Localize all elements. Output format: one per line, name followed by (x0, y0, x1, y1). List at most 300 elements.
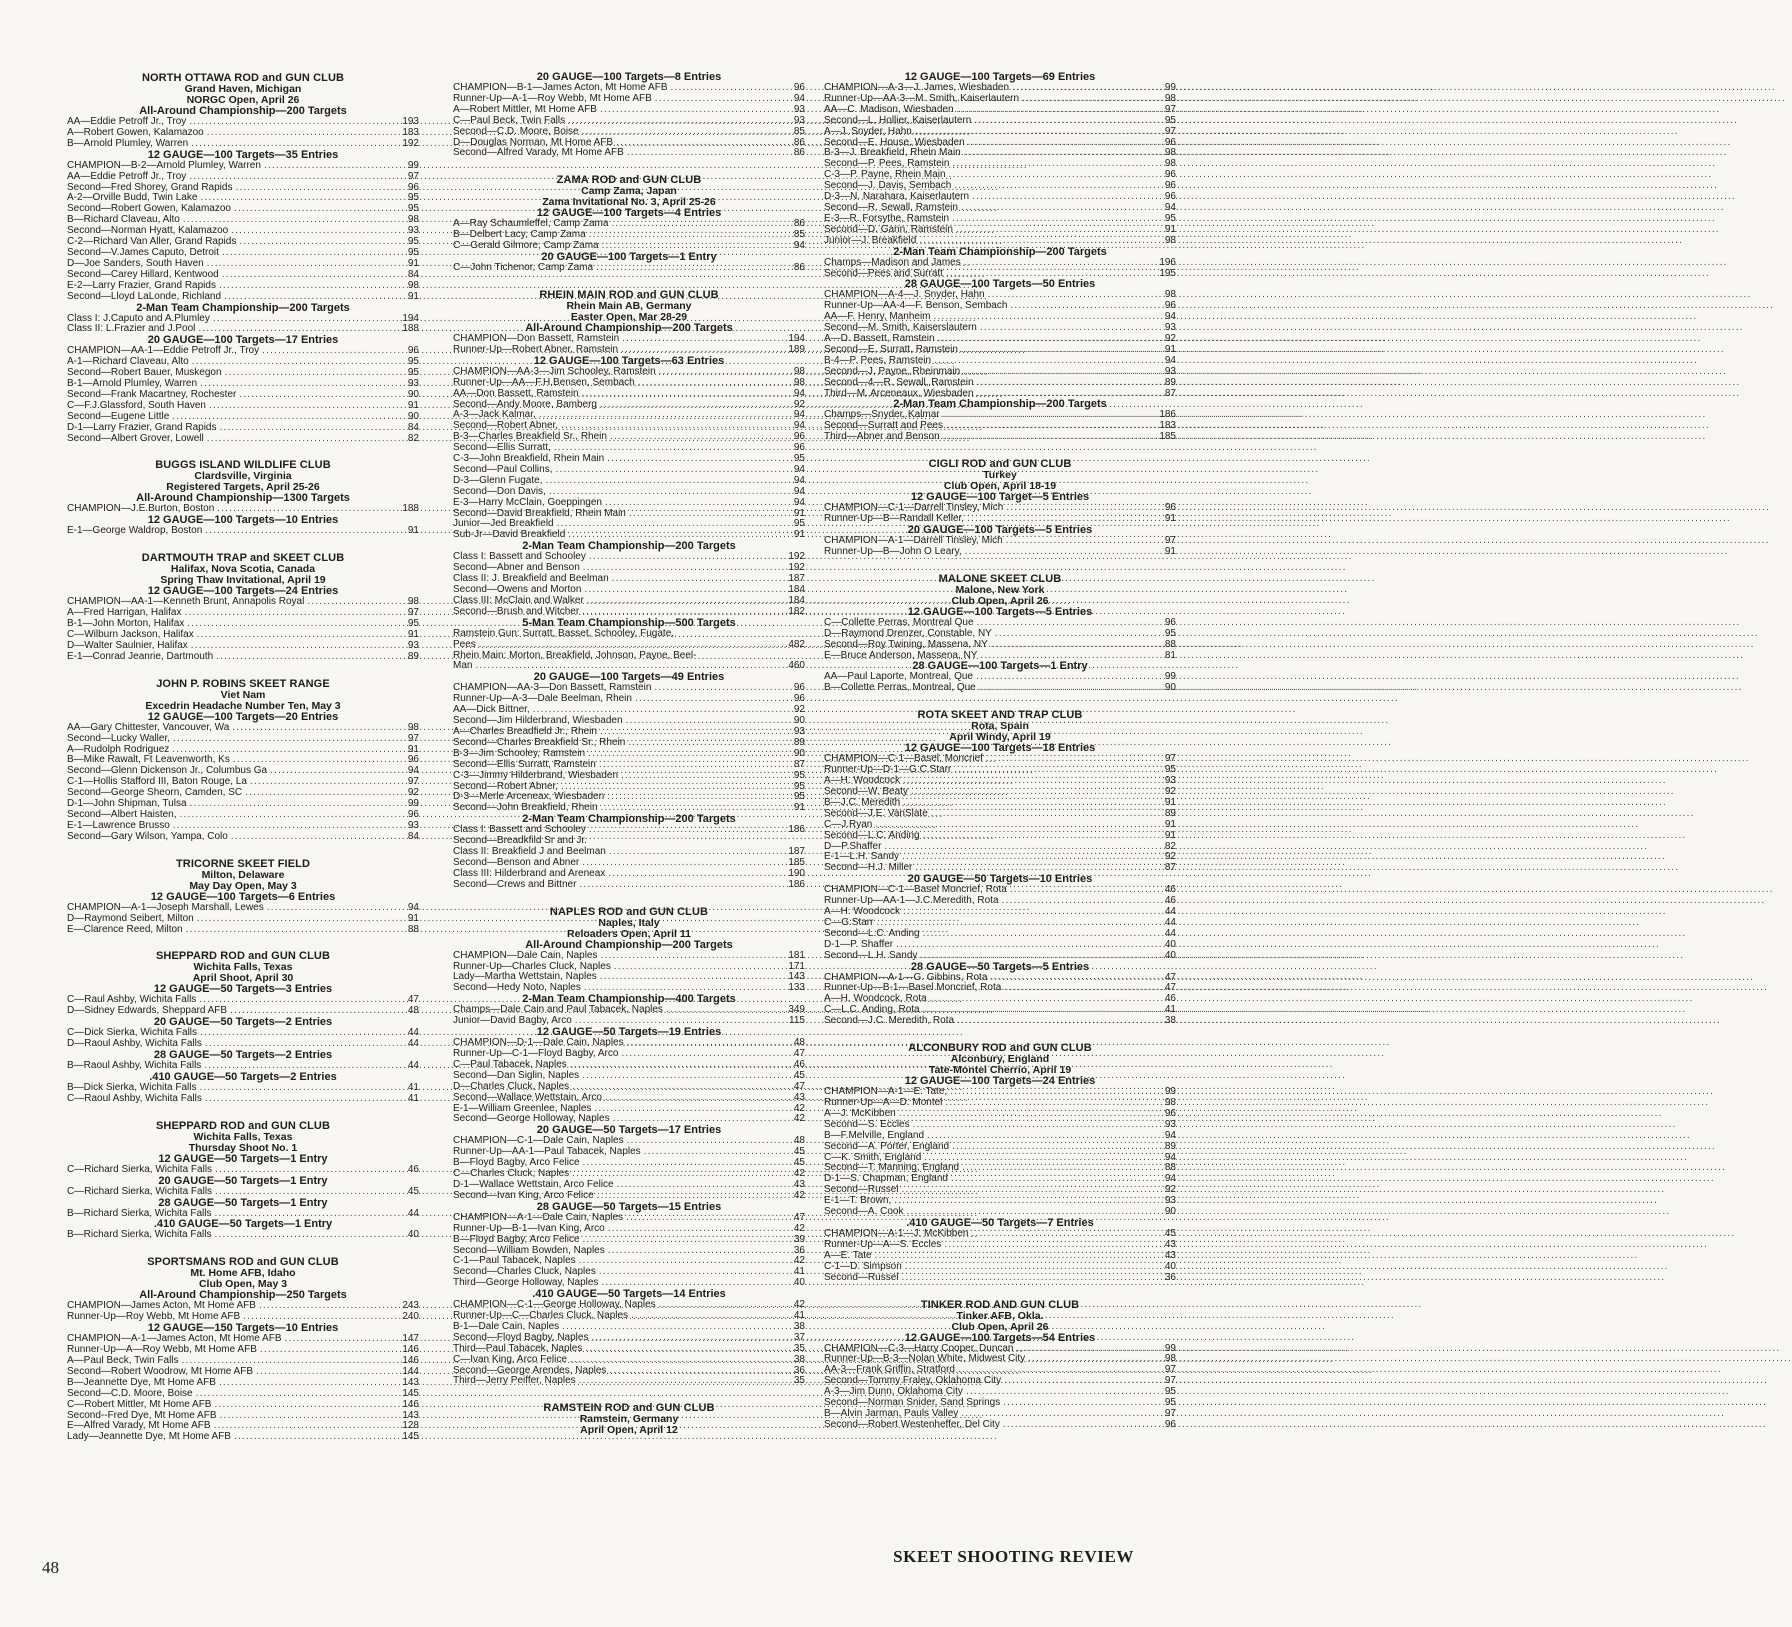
result-score: 95 (407, 367, 419, 379)
result-row (67, 914, 419, 925)
result-name: Second—Wallace Wettstain, Arco (453, 1091, 602, 1103)
result-name: Runner-Up—B-3—Nolan White, Midwest City (824, 1353, 1026, 1365)
result-name: Third—M. Arceneaux, Wiesbaden (824, 387, 974, 399)
result-score: 91 (407, 912, 419, 924)
result-score: 91 (793, 507, 805, 519)
result-row (67, 161, 419, 172)
result-score: 94 (1164, 1129, 1176, 1141)
result-name: D—Raymond Seibert, Milton (67, 912, 194, 924)
result-score: 95 (407, 618, 419, 630)
dot-leader (596, 263, 784, 274)
result-name: D-3—N. Narahara, Kaiserlautern (824, 191, 970, 203)
result-row (824, 236, 1176, 247)
dot-leader (579, 880, 784, 891)
result-score: 44 (407, 1038, 419, 1050)
result-row (67, 1432, 419, 1443)
event-heading: All-Around Championship—250 Targets (139, 1289, 347, 1302)
results-column-right (824, 72, 1176, 1446)
result-score: 243 (402, 1300, 419, 1312)
club-section (67, 459, 419, 537)
result-score: 41 (407, 1081, 419, 1093)
club-subtitle: Tinker AFB, Okla. (956, 1309, 1044, 1322)
result-name: B-3—Jim Schooley, Ramstein (453, 747, 586, 759)
result-score: 115 (789, 1015, 805, 1027)
result-score: 48 (793, 1135, 805, 1147)
result-score: 43 (793, 1091, 805, 1103)
result-name: Second—E. House, Wiesbaden (824, 136, 965, 148)
result-score: 96 (793, 693, 805, 705)
dot-leader (224, 292, 398, 303)
result-score: 143 (402, 1409, 419, 1421)
dot-leader (905, 1262, 1155, 1273)
dot-leader (267, 903, 398, 914)
dot-leader (920, 951, 1155, 962)
club-subtitle: Ramstein, Germany (579, 1413, 679, 1426)
result-row (67, 903, 419, 914)
result-score: 85 (793, 125, 805, 137)
result-name: E-3—R. Forsythe, Ramstein (824, 212, 950, 224)
magazine-title: SKEET SHOOTING REVIEW (893, 1547, 1134, 1566)
result-score: 40 (1164, 1260, 1176, 1272)
result-score: 97 (1164, 535, 1176, 546)
result-name: D-1—John Shipman, Tulsa (67, 798, 187, 810)
result-score: 143 (788, 971, 805, 983)
dot-leader (977, 378, 1155, 389)
result-name: D—Raymond Drenzer, Constable, NY (824, 627, 992, 639)
result-score: 94 (793, 463, 805, 475)
result-score: 45 (407, 1185, 419, 1197)
result-name: Second—Ellis Surratt, Ramstein (453, 758, 596, 770)
result-score: 93 (1164, 1195, 1176, 1207)
result-score: 44 (1164, 927, 1176, 939)
club-subtitle: Club Open, April 26 (951, 594, 1049, 607)
dot-leader (599, 760, 784, 771)
result-row (67, 1094, 419, 1105)
club-subtitle: Grand Haven, Michigan (184, 83, 302, 95)
result-name: Junior—David Bagby, Arco (453, 1015, 572, 1027)
result-name: B—Floyd Bagby, Arco Felice (453, 1157, 580, 1169)
result-name: C—Paul Beck, Twin Falls (453, 114, 566, 126)
result-score: 37 (793, 1331, 805, 1343)
result-row (67, 1400, 419, 1411)
event-heading: .410 GAUGE—50 Targets—2 Entries (149, 1070, 337, 1083)
club-name: SPORTSMANS ROD and GUN CLUB (147, 1256, 339, 1269)
club-subtitle: Mt. Home AFB, Idaho (190, 1267, 296, 1280)
result-name: Second—L.H. Sandy (824, 949, 918, 961)
result-score: 96 (1164, 1107, 1176, 1119)
result-score: 98 (407, 279, 419, 291)
result-score: 95 (793, 791, 805, 803)
result-name: Second—Brush and Witcher (453, 605, 580, 617)
result-score: 43 (1164, 1249, 1176, 1261)
result-name: Second—Breadkfild Sr and Jr. (453, 835, 587, 847)
result-name: C—John Tichenor, Camp Zama (453, 262, 594, 274)
result-score: 46 (1164, 993, 1176, 1005)
club-subtitle: Wichita Falls, Texas (193, 961, 293, 974)
result-name: D-1—Larry Frazier, Grand Rapids (67, 421, 217, 433)
result-name: B—Mike Rawalt, Ft Leavenworth, Ks (67, 754, 230, 766)
result-score: 96 (407, 181, 419, 193)
result-row (824, 1262, 1176, 1273)
result-name: Second—Robert Westenheffer, Del City (824, 1418, 1000, 1430)
dot-leader (621, 771, 784, 782)
result-score: 94 (1164, 311, 1176, 323)
result-row (67, 925, 419, 936)
result-name: Class II: L.Frazier and J.Pool (67, 323, 196, 335)
result-name: A—Charles Breadfield Jr., Rhein (453, 725, 597, 737)
result-name: Second—Russel (824, 1271, 899, 1283)
result-name: C—Raoul Ashby, Wichita Falls (67, 1092, 202, 1104)
result-score: 96 (1164, 191, 1176, 203)
result-name: E-1—Conrad Jeanrie, Dartmouth (67, 650, 214, 662)
club-name: NORTH OTTAWA ROD and GUN CLUB (141, 72, 345, 84)
result-score: 92 (407, 787, 419, 799)
result-name: C—Raul Ashby, Wichita Falls (67, 994, 197, 1006)
result-name: B—Collette Perras, Montreal, Que (824, 682, 976, 694)
result-name: B—Richard Sierka, Wichita Falls (67, 1229, 212, 1241)
result-score: 42 (793, 1222, 805, 1234)
result-score: 95 (407, 203, 419, 215)
result-score: 84 (407, 421, 419, 433)
result-row (67, 1187, 419, 1198)
dot-leader (220, 423, 399, 434)
result-name: AA—F. Henry, Manheim (824, 311, 931, 323)
result-row (67, 1389, 419, 1400)
result-name: Second—Frank Macartney, Rochester (67, 388, 237, 400)
event-heading: 12 GAUGE—50 Targets—1 Entry (158, 1152, 328, 1165)
club-section (824, 1299, 1176, 1431)
result-score: 93 (1164, 365, 1176, 377)
club-subtitle: Rhein Main AB, Germany (566, 299, 692, 312)
result-score: 96 (1164, 1418, 1176, 1430)
result-name: Third—Jerry Peiffer, Naples (453, 1375, 576, 1387)
result-score: 91 (1164, 796, 1176, 808)
result-score: 91 (407, 629, 419, 640)
result-name: Second—R. Sewall, Ramstein (824, 201, 958, 213)
event-heading: 2-Man Team Championship—400 Targets (522, 993, 736, 1006)
result-row (453, 378, 805, 389)
result-name: Second—M. Smith, Kaiserslautern (824, 322, 977, 334)
result-name: C—Ivan King, Arco Felice (453, 1353, 567, 1365)
result-name: E-1—George Waldrop, Boston (67, 525, 203, 537)
result-score: 97 (1164, 1364, 1176, 1376)
result-name: A—J. McKibben (824, 1107, 896, 1119)
results-column-left (67, 72, 419, 1458)
result-name: E—Alfred Varady, Mt Home AFB (67, 1420, 211, 1432)
result-score: 93 (407, 639, 419, 651)
dot-leader (927, 1131, 1155, 1142)
result-score: 96 (1164, 300, 1176, 312)
result-score: 95 (1164, 627, 1176, 639)
event-heading: 12 GAUGE—100 Targets—69 Entries (904, 71, 1096, 83)
result-score: 91 (1164, 223, 1176, 235)
result-score: 189 (788, 343, 805, 355)
result-score: 46 (793, 1058, 805, 1070)
dot-leader (1003, 1420, 1155, 1431)
result-score: 86 (793, 136, 805, 148)
result-score: 96 (407, 808, 419, 820)
result-name: CHAMPION—AA-1—Kenneth Brunt, Annapolis Royal (67, 596, 305, 608)
club-section (67, 858, 419, 936)
result-name: Second—J.C. Meredith, Rota (824, 1015, 955, 1027)
result-score: 95 (793, 453, 805, 465)
result-name: Runner-Up—AA-3—M. Smith, Kaiserlautern (824, 92, 1020, 104)
event-heading: 20 GAUGE—100 Targets—49 Entries (533, 671, 725, 684)
result-row (824, 1131, 1176, 1142)
result-name: AA—Eddie Petroff Jr., Troy (67, 170, 187, 182)
club-subtitle: Rota, Spain (971, 720, 1029, 733)
result-score: 95 (407, 356, 419, 368)
dot-leader (264, 161, 398, 172)
club-section (824, 458, 1176, 558)
result-score: 97 (1164, 753, 1176, 765)
result-score: 42 (793, 1189, 805, 1201)
result-name: C—Dick Sierka, Wichita Falls (67, 1027, 198, 1039)
result-score: 44 (1164, 916, 1176, 928)
club-subtitle: Easter Open, Mar 28-29 (570, 310, 688, 323)
result-name: Class III: Hilderbrand and Areneax (453, 867, 606, 879)
result-score: 42 (793, 1102, 805, 1114)
result-score: 144 (402, 1365, 419, 1377)
result-score: 147 (402, 1333, 419, 1345)
result-score: 95 (1164, 764, 1176, 776)
result-name: CHAMPION—A-1—James Acton, Mt Home AFB (67, 1333, 282, 1345)
result-score: 192 (402, 137, 419, 149)
result-text (453, 629, 805, 640)
result-name: Second—Lloyd LaLonde, Richland (67, 290, 221, 302)
result-name: E-1—L.H. Sandy (824, 851, 900, 863)
result-name: Second—J. Payne, Rheinmain (824, 365, 961, 377)
event-heading: 2-Man Team Championship—200 Targets (522, 813, 736, 826)
result-name: A-2—Orville Budd, Twin Lake (67, 192, 198, 204)
result-row (453, 389, 805, 400)
result-name: Second—Jim Hilderbrand, Wiesbaden (453, 715, 623, 727)
result-name: B-3—J. Breakfield, Rhein Main (824, 147, 961, 159)
result-name: Second—William Bowden, Naples (453, 1244, 605, 1256)
result-score: 182 (788, 605, 805, 617)
result-name: Second—Gary Wilson, Yampa, Colo (67, 830, 228, 842)
result-score: 94 (1164, 354, 1176, 366)
result-score: 99 (1164, 82, 1176, 93)
result-score: 91 (1164, 343, 1176, 355)
result-score: 99 (407, 798, 419, 810)
result-name: Second—Russel (824, 1184, 899, 1196)
result-score: 188 (402, 323, 419, 335)
result-score: 96 (793, 431, 805, 443)
result-name: E-1—Lawrence Brusso (67, 819, 170, 831)
result-name: E-1—William Greenlee, Naples (453, 1102, 592, 1114)
club-subtitle: Spring Thaw Invitational, April 19 (160, 574, 326, 587)
event-heading: 20 GAUGE—100 Targets—5 Entries (907, 524, 1093, 536)
result-score: 94 (407, 901, 419, 913)
result-name: CHAMPION—Don Bassett, Ramstein (453, 332, 620, 344)
club-section (824, 573, 1176, 694)
event-heading: 12 GAUGE—100 Targets—18 Entries (904, 742, 1096, 755)
result-score: 98 (1164, 147, 1176, 159)
result-score: 44 (1164, 906, 1176, 918)
result-name: A—Paul Beck, Twin Falls (67, 1355, 179, 1366)
result-name: Second—P. Pees, Ramstein (824, 158, 950, 170)
result-score: 145 (402, 1387, 419, 1399)
result-score: 185 (1159, 431, 1176, 443)
result-name: E-2—Larry Frazier, Grand Rapids (67, 279, 216, 291)
dot-leader (216, 652, 398, 663)
dot-leader (197, 914, 398, 925)
result-score: 97 (1164, 125, 1176, 137)
dot-leader (943, 432, 1155, 443)
result-score: 91 (1164, 829, 1176, 841)
result-name: B-1—John Morton, Halifax (67, 618, 185, 630)
club-subtitle: Milton, Delaware (201, 868, 285, 881)
result-score: 88 (1164, 638, 1176, 650)
result-score: 93 (407, 378, 419, 390)
result-score: 91 (1164, 513, 1176, 525)
result-row (824, 640, 1176, 651)
result-name: CHAMPION—C-1—Basel, Moncrief (824, 753, 983, 765)
result-row (453, 498, 805, 509)
result-name: CHAMPION—A-4—J. Snyder, Hahn (824, 289, 985, 301)
result-name: Second—A. Cook (824, 1206, 904, 1218)
result-score: 87 (1164, 387, 1176, 399)
result-name: D-3—Glenn Fugate, (453, 474, 543, 486)
result-score: 84 (407, 268, 419, 280)
result-name: Third—George Holloway, Naples (453, 1277, 599, 1289)
result-name: CHAMPION—C-1—Basel Moncrief, Rota (824, 884, 1007, 896)
result-name: CHAMPION—A-1—G. Gibbins, Rota (824, 971, 988, 983)
result-name: Second—Lucky Waller, (67, 732, 171, 744)
result-score: 88 (1164, 1162, 1176, 1174)
result-row (67, 434, 419, 445)
dot-leader (638, 378, 784, 389)
event-heading: 28 GAUGE—50 Targets—15 Entries (536, 1200, 722, 1213)
result-name: Champs—Snyder, Kalmar (824, 409, 940, 421)
event-heading: 12 GAUGE—150 Targets—10 Entries (147, 1322, 339, 1335)
result-score: 460 (788, 660, 805, 672)
result-row (824, 820, 1176, 831)
result-name: Runner-Up—B-1—Basel Moncrief, Rota (824, 982, 1002, 994)
result-name: B—Richard Claveau, Alto (67, 214, 180, 226)
result-score: 46 (1164, 884, 1176, 896)
result-score: 95 (793, 780, 805, 792)
result-row (453, 1224, 805, 1235)
result-name: Second—Crews and Bittner (453, 878, 577, 890)
result-name: B—Delbert Lacy, Camp Zama (453, 229, 586, 241)
result-score: 98 (407, 214, 419, 226)
result-name: Second—George Holloway, Naples (453, 1113, 610, 1125)
dot-leader (186, 925, 398, 936)
result-score: 41 (1164, 1004, 1176, 1016)
result-name: A—Ray Schaumleffel, Camp Zama (453, 218, 609, 230)
club-name: DARTMOUTH TRAP and SKEET CLUB (141, 552, 345, 565)
result-row (824, 116, 1176, 127)
result-score: 38 (793, 1320, 805, 1332)
result-name: Second—Ellis Surratt, (453, 442, 551, 454)
result-score: 96 (1164, 616, 1176, 628)
result-name: Second—Tommy Fraley, Oklahoma City (824, 1375, 1002, 1387)
result-name: Second—C.D. Moore, Boise (453, 125, 579, 137)
result-score: 82 (407, 432, 419, 444)
result-score: 194 (402, 312, 419, 324)
result-name: AA—Dick Bittner, (453, 704, 530, 716)
result-row (67, 1230, 419, 1241)
result-score: 36 (793, 1364, 805, 1376)
club-section (453, 1402, 805, 1436)
result-name: C-3—John Breakfield, Rhein Main (453, 453, 605, 465)
result-score: 95 (1164, 1386, 1176, 1398)
event-heading: All-Around Championship—200 Targets (139, 105, 347, 117)
result-name: Second—George Sheorn, Camden, SC (67, 787, 243, 799)
event-heading: 12 GAUGE—100 Targets—24 Entries (904, 1075, 1096, 1088)
result-name: Second—J.E. VanSlate (824, 807, 928, 819)
result-name: Second—V.James Caputo, Detroit (67, 246, 219, 258)
club-subtitle: Malone, New York (955, 583, 1045, 596)
result-name: E—Bruce Anderson, Massena, NY (824, 649, 978, 661)
result-name: Third—Paul Tabacek, Naples (453, 1342, 583, 1354)
dot-leader (582, 127, 784, 138)
dot-leader (995, 629, 1155, 640)
result-score: 36 (1164, 1271, 1176, 1283)
result-score: 94 (793, 92, 805, 104)
result-name: Second—Carey Hillard, Kentwood (67, 268, 219, 280)
result-name: A-1—Richard Claveau, Alto (67, 356, 189, 368)
result-score: 93 (793, 103, 805, 115)
dot-leader (232, 723, 398, 734)
result-score: 93 (793, 725, 805, 737)
result-row (453, 1355, 805, 1366)
dot-leader (173, 734, 398, 745)
result-score: 93 (407, 819, 419, 831)
result-score: 98 (793, 365, 805, 377)
result-score: 96 (793, 682, 805, 694)
result-score: 92 (793, 398, 805, 410)
result-score: 36 (793, 1244, 805, 1256)
result-name: CHAMPION—AA-3—Jim Schooley, Ramstein (453, 365, 656, 377)
result-name: CHAMPION—AA-1—Eddie Petroff Jr., Troy (67, 345, 260, 357)
result-score: 95 (407, 246, 419, 258)
result-name: E-3—Harry McClain, Goeppingen (453, 496, 602, 508)
dot-leader (901, 1273, 1155, 1284)
dot-leader (919, 236, 1155, 247)
dot-leader (601, 951, 785, 962)
result-name: Second—W. Beaty (824, 785, 908, 797)
result-row (824, 1273, 1176, 1284)
result-name: A-3—Jim Dunn, Oklahoma City (824, 1386, 963, 1398)
result-name: B—Alvin Jarman, Pauls Valley (824, 1407, 959, 1419)
dot-leader (219, 281, 398, 292)
result-score: 47 (793, 1048, 805, 1059)
result-score: 94 (793, 409, 805, 421)
result-row (67, 172, 419, 183)
result-name: A—Fred Harrigan, Halifax (67, 607, 182, 619)
result-score: 98 (1164, 234, 1176, 246)
dot-leader (231, 832, 398, 843)
result-row (453, 263, 805, 274)
club-subtitle: April Open, April 12 (580, 1424, 678, 1437)
result-name: CHAMPION—A-1—Darrell Tinsley, Mich (824, 535, 1003, 546)
result-name: Second—Abner and Benson (453, 562, 580, 574)
result-row (824, 831, 1176, 842)
result-name: D-1—Wallace Wettstain, Arco Felice (453, 1178, 614, 1190)
result-name: Second—Owens and Morton (453, 584, 582, 595)
dot-leader (572, 1082, 784, 1093)
result-score: 186 (788, 878, 805, 890)
result-score: 98 (793, 376, 805, 388)
result-name: A—Robert Gowen, Kalamazoo (67, 126, 204, 138)
result-score: 92 (1164, 1184, 1176, 1196)
event-heading: 12 GAUGE—50 Targets—19 Entries (536, 1026, 722, 1039)
dot-leader (605, 1093, 784, 1104)
result-score: 97 (1164, 1407, 1176, 1419)
